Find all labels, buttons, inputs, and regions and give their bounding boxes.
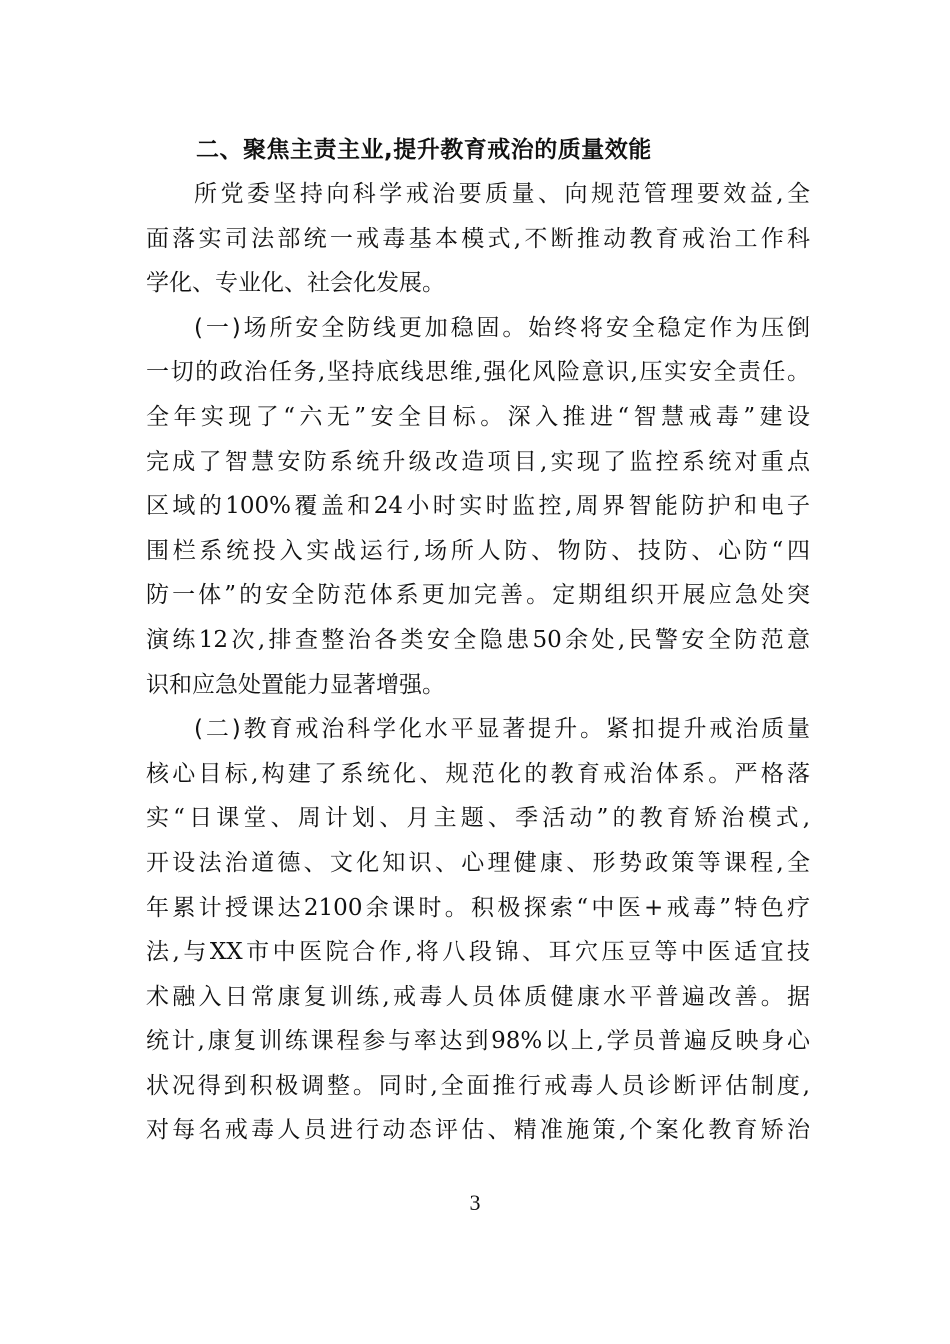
text-line: 围栏系统投入实战运行,场所人防、物防、技防、心防“四	[146, 537, 810, 564]
text-line: 识和应急处置能力显著增强。	[146, 671, 445, 698]
text-line: 核心目标,构建了系统化、规范化的教育戒治体系。严格落	[146, 760, 810, 787]
text-line: 对每名戒毒人员进行动态评估、精准施策,个案化教育矫治	[146, 1117, 810, 1144]
paragraph-security	[146, 306, 810, 707]
subsection-lead: (一)场所安全防线更加稳固。	[194, 314, 529, 341]
text-line	[146, 707, 810, 752]
text-line-rest: 紧扣提升戒治质量	[605, 716, 810, 743]
text-line: 完成了智慧安防系统升级改造项目,实现了监控系统对重点	[146, 448, 810, 475]
text-line: 演练12次,排查整治各类安全隐患50余处,民警安全防范意	[146, 626, 810, 653]
text-line: 学化、专业化、社会化发展。	[146, 270, 445, 297]
paragraph-intro	[146, 172, 810, 306]
section-heading: 二、聚焦主责主业,提升教育戒治的质量效能	[196, 137, 652, 163]
text-line: 状况得到积极调整。同时,全面推行戒毒人员诊断评估制度,	[146, 1072, 810, 1099]
text-line: 防一体”的安全防范体系更加完善。定期组织开展应急处突	[146, 582, 810, 609]
text-line: 法,与XX市中医院合作,将八段锦、耳穴压豆等中医适宜技	[146, 939, 810, 966]
text-line: 区域的100%覆盖和24小时实时监控,周界智能防护和电子	[146, 493, 810, 520]
text-line: 统计,康复训练课程参与率达到98%以上,学员普遍反映身心	[146, 1028, 810, 1055]
text-line: 面落实司法部统一戒毒基本模式,不断推动教育戒治工作科	[146, 225, 810, 252]
text-line: 术融入日常康复训练,戒毒人员体质健康水平普遍改善。据	[146, 983, 810, 1010]
paragraph-education	[146, 707, 810, 1153]
text-line-rest: 始终将安全稳定作为压倒	[528, 314, 810, 341]
document-body	[146, 128, 810, 1153]
text-line	[146, 306, 810, 351]
subsection-lead: (二)教育戒治科学化水平显著提升。	[194, 716, 606, 743]
text-line: 实“日课堂、周计划、月主题、季活动”的教育矫治模式,	[146, 805, 810, 832]
text-line: 年累计授课达2100余课时。积极探索“中医+戒毒”特色疗	[146, 894, 810, 921]
text-line: 开设法治道德、文化知识、心理健康、形势政策等课程,全	[146, 849, 810, 876]
text-line: 全年实现了“六无”安全目标。深入推进“智慧戒毒”建设	[146, 403, 810, 430]
text-line: 所党委坚持向科学戒治要质量、向规范管理要效益,全	[194, 181, 810, 207]
text-line: 一切的政治任务,坚持底线思维,强化风险意识,压实安全责任。	[146, 359, 810, 386]
page-number: 3	[469, 1190, 481, 1215]
